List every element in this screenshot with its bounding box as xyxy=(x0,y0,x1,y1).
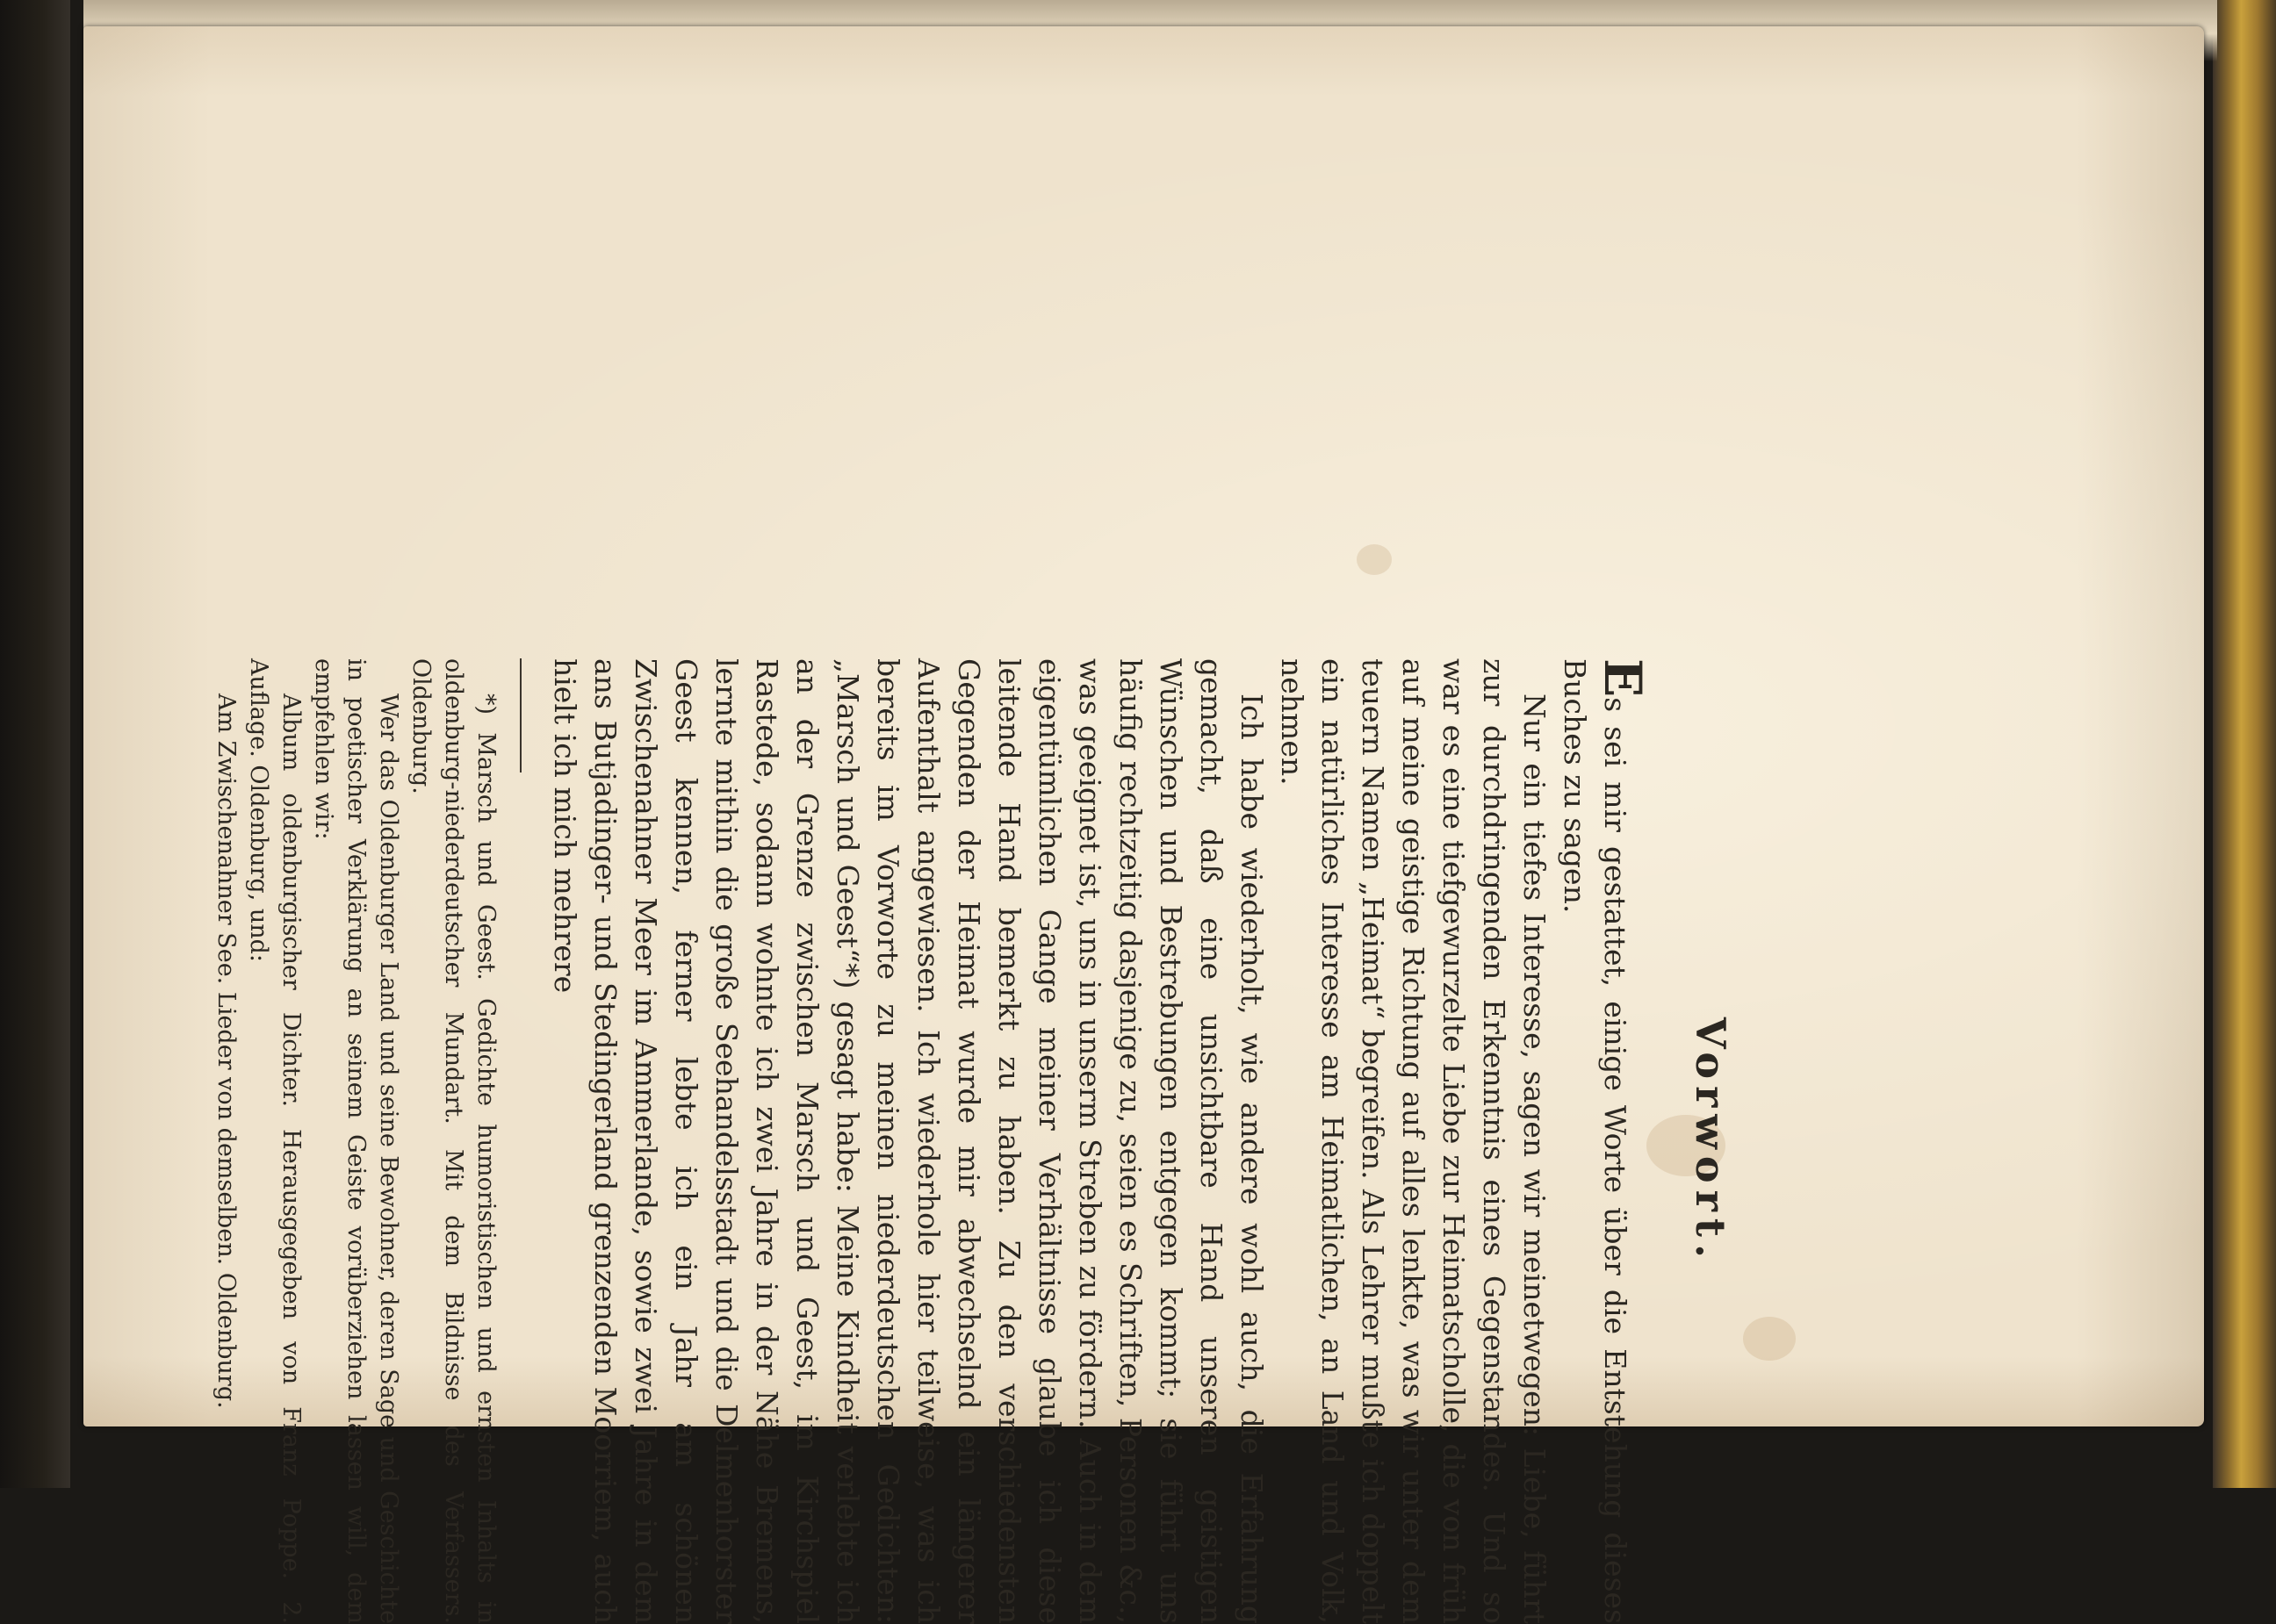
paragraph xyxy=(1554,658,1653,1624)
paper-stain xyxy=(1743,1317,1796,1361)
footnote-divider xyxy=(520,658,522,772)
footnote: Wer das Oldenburger Land und seine Bewohner, deren Sage und Geschichte in poetischer Verklärung an seinem Geiste vorüberziehen lassen will, dem empfehlen wir: xyxy=(310,658,402,1624)
paper-stain xyxy=(1357,544,1392,575)
book-cover-edge xyxy=(0,0,70,1488)
footnote: *) Marsch und Geest. Gedichte humoristischen und ernsten Inhalts in oldenburg-niederdeutscher Mundart. Mit dem Bildnisse des Verfassers. Oldenburg. xyxy=(407,658,500,1624)
paragraph-text: s sei mir gestattet, einige Worte über die Entstehung dieses Buches zu sagen. xyxy=(1558,658,1632,1624)
paragraph: Ich habe wiederholt, wie andere wohl auch, die Erfahrung gemacht, daß eine unsichtbare Hand unseren geistigen Wünschen und Bestrebungen entgegen kommt; sie führt uns häufig rechtzeitig dasjenige zu, seien es Schriften, Personen &c., was geeignet ist, uns in unserm Streben zu fördern. Auch in dem eigentümlichen Gange meiner Verhältnisse glaube ich diese leitende Hand bemerkt zu haben. Zu den verschiedensten Gegenden der Heimat wurde mir abwechselnd ein längerer Aufenthalt angewiesen. Ich wiederhole hier teilweise, was ich bereits im Vorworte zu meinen niederdeutschen Gedichten: „Marsch und Geest“*) gesagt habe: Meine Kindheit verlebte ich an der Grenze zwischen Marsch und Geest, im Kirchspiel Rastede, sodann wohnte ich zwei Jahre in der Nähe Bremens, lernte mithin die große Seehandelsstadt und die Delmenhorster Geest kennen, ferner lebte ich ein Jahr am schönen Zwischenahner Meer im Ammerlande, sowie zwei Jahre in dem ans Butjadinger- und Stedingerland grenzenden Moorriem, auch hielt ich mich mehrere xyxy=(548,658,1269,1624)
paragraph: Nur ein tiefes Interesse, sagen wir meinetwegen: Liebe, führt zur durchdringenden Erkenntnis eines Gegenstandes. Und so war es eine tiefgewurzelte Liebe zur Heimatscholle, die von früh auf meine geistige Richtung auf alles lenkte, was wir unter dem teuern Namen „Heimat“ begreifen. Als Lehrer mußte ich doppelt ein natürliches Interesse am Heimatlichen, an Land und Volk, nehmen. xyxy=(1275,658,1552,1624)
footnote: Album oldenburgischer Dichter. Herausgegeben von Franz Poppe. 2. Auflage. Oldenburg, und: xyxy=(245,658,305,1624)
page-heading: Vorwort. xyxy=(1687,1017,1734,1266)
book-spine-edge xyxy=(2213,0,2276,1488)
footnote: Am Zwischenahner See. Lieder von demselben. Oldenburg. xyxy=(212,693,240,1409)
drop-cap: E xyxy=(1593,658,1653,698)
rotated-text-block xyxy=(212,658,1734,1624)
